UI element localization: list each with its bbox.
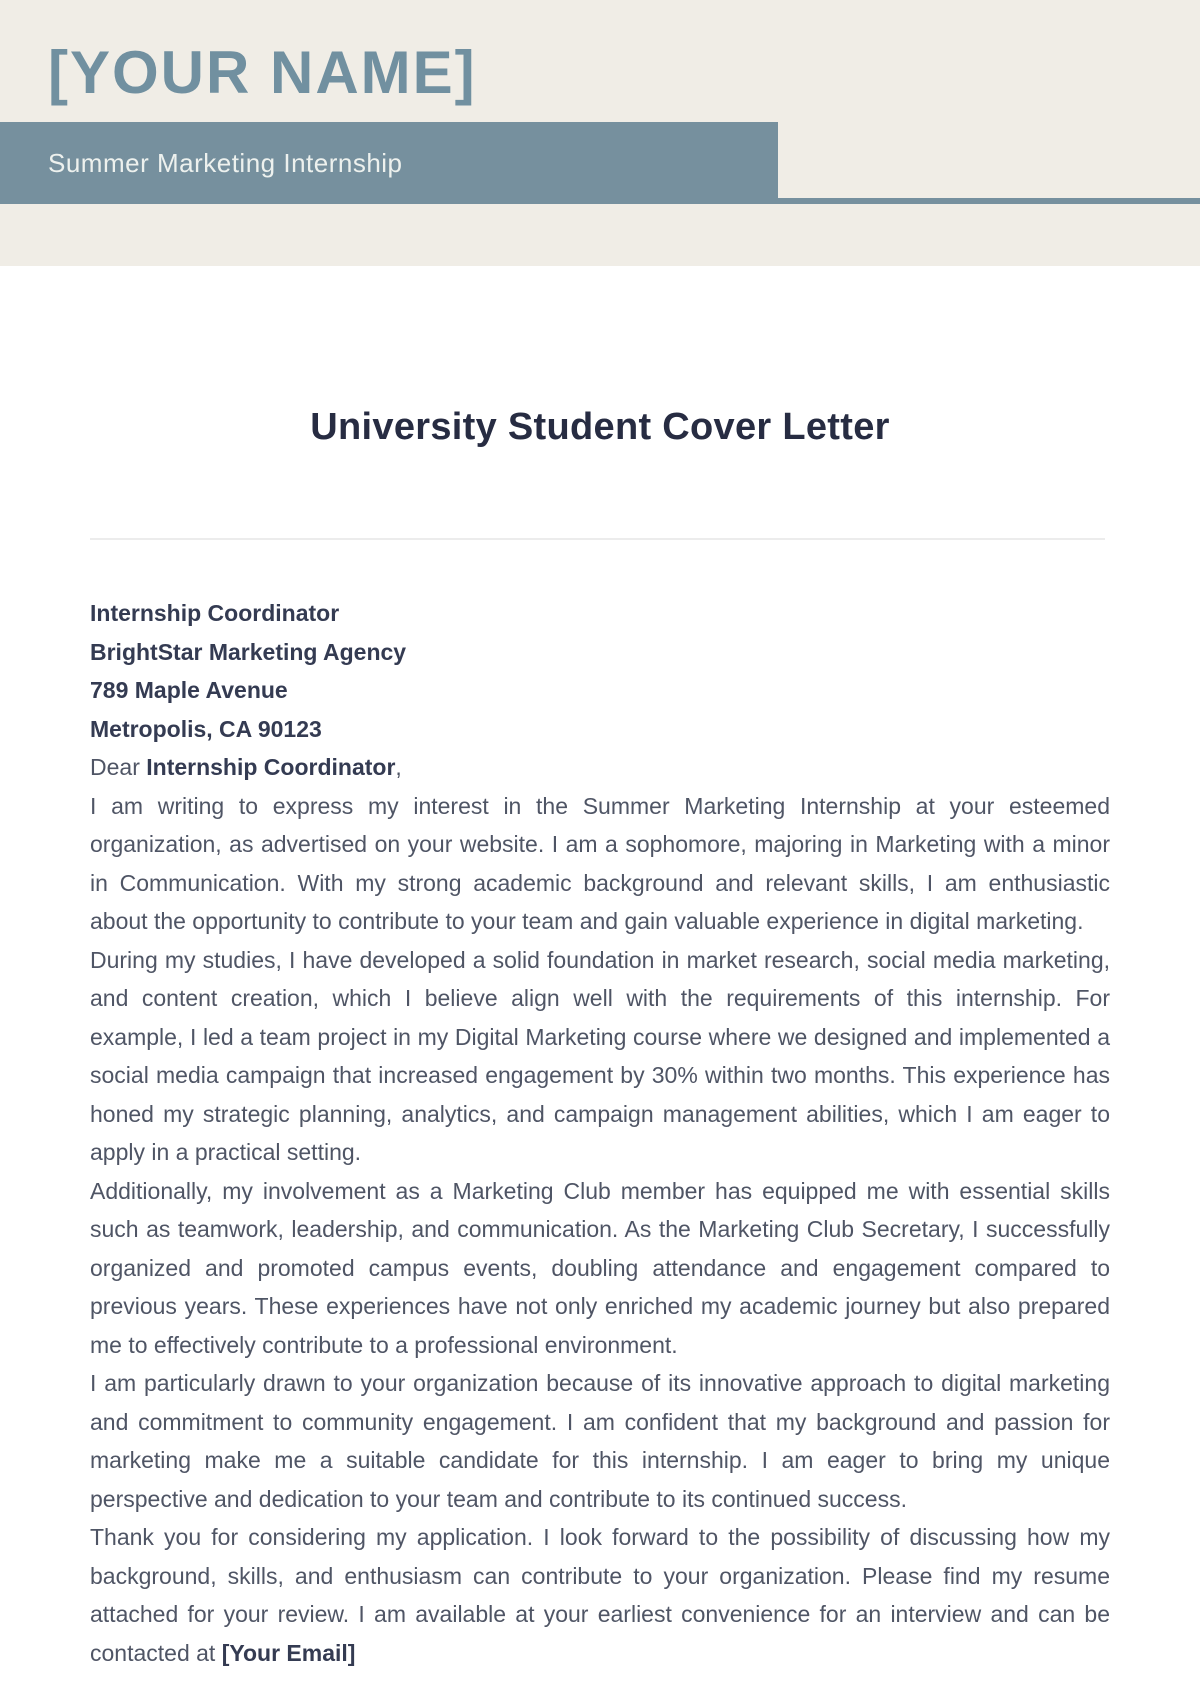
letter-paragraph <box>90 1172 1110 1365</box>
letter-paragraph <box>90 1518 1110 1672</box>
recipient-line: Internship Coordinator <box>90 600 340 626</box>
text-run: Additionally, my involvement as a Marketing Club member has equipped me with essential skills such as teamwork, leadership, and communication. As the Marketing Club Secretary, I successfully organized and promoted campus events, doubling attendance and engagement compared to previous years. These experiences have not only enriched my academic journey but also prepared me to effectively contribute to a professional environment. <box>90 1177 1110 1358</box>
text-run: Dear <box>90 754 147 780</box>
recipient-line: BrightStar Marketing Agency <box>90 638 407 665</box>
salutation-line <box>90 748 1110 787</box>
page-header <box>0 0 1200 266</box>
text-run: I am particularly drawn to your organization because of its innovative approach to digital marketing and commitment to community engagement. I am confident that my background and passion for marketing make me a suitable candidate for this internship. I am eager to bring my unique perspective and dedication to your team and contribute to its continued success. <box>90 1370 1110 1512</box>
job-title-banner <box>0 122 778 204</box>
bold-text-run: Internship Coordinator <box>146 754 396 780</box>
letter-paragraph <box>90 941 1110 1172</box>
letter-paragraph <box>90 787 1110 941</box>
job-title-label: Summer Marketing Internship <box>48 147 403 178</box>
page-title: University Student Cover Letter <box>310 406 890 448</box>
bold-text-run: [Your Email] <box>221 1639 356 1666</box>
letter-body <box>90 594 1110 1672</box>
your-name-placeholder: [YOUR NAME] <box>48 39 477 106</box>
text-run: Thank you for considering my application. I look forward to the possibility of discussing how my background, skills, and enthusiasm can contribute to your organization. Please find my resume attached for your review. I am available at your earliest convenience for an interview and can be contacted at <box>90 1524 1110 1666</box>
text-run: During my studies, I have developed a solid foundation in market research, social media marketing, and content creation, which I believe align well with the requirements of this internship. For example, I led a team project in my Digital Marketing course where we designed and implemented a social media campaign that increased engagement by 30% within two months. This experience has honed my strategic planning, analytics, and campaign management abilities, which I am eager to apply in a practical setting. <box>90 946 1110 1165</box>
text-run: , <box>395 754 402 780</box>
letter-paragraph <box>90 1364 1110 1518</box>
recipient-line: Metropolis, CA 90123 <box>90 715 322 742</box>
letter-paragraphs <box>90 787 1110 1673</box>
title-divider <box>90 538 1105 540</box>
recipient-block <box>90 594 1110 748</box>
text-run: I am writing to express my interest in the Summer Marketing Internship at your esteemed organization, as advertised on your website. I am a sophomore, majoring in Marketing with a minor in Communication. With my strong academic background and relevant skills, I am enthusiastic about the opportunity to contribute to your team and gain valuable experience in digital marketing. <box>90 792 1110 934</box>
recipient-line: 789 Maple Avenue <box>90 677 288 703</box>
